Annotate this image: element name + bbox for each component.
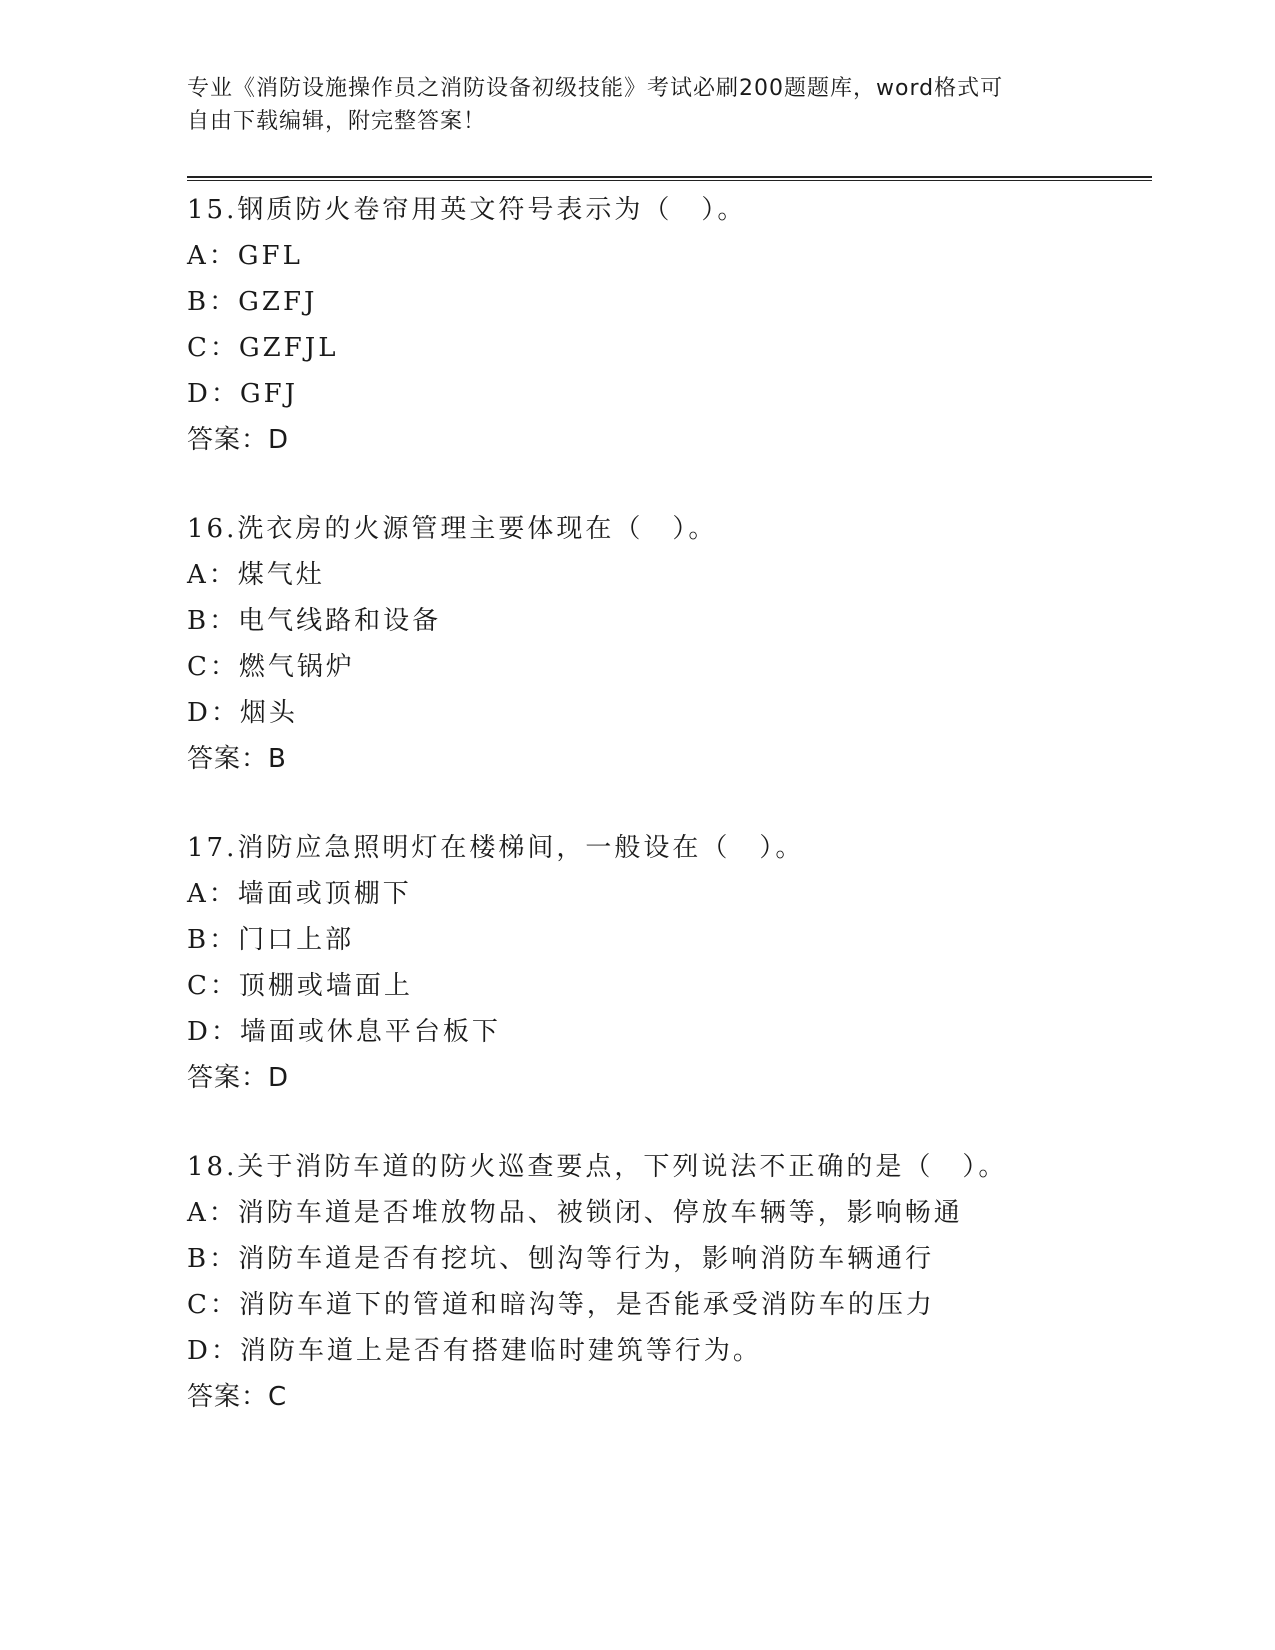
question-stem: 17.消防应急照明灯在楼梯间，一般设在（ ）。: [187, 833, 805, 863]
question-18: [187, 1144, 1147, 1420]
option-d: D：墙面或休息平台板下: [187, 1017, 501, 1047]
option-b: B：GZFJ: [187, 287, 318, 317]
option-b: B：门口上部: [187, 925, 355, 955]
question-16: [187, 506, 1147, 782]
answer-label: 答案：: [187, 425, 269, 455]
header-line-2: 自由下载编辑，附完整答案！: [187, 109, 487, 134]
answer-value: D: [268, 425, 290, 455]
answer-label: 答案：: [187, 1063, 269, 1093]
option-a: A：消防车道是否堆放物品、被锁闭、停放车辆等，影响畅通: [187, 1198, 963, 1228]
question-stem: 15.钢质防火卷帘用英文符号表示为（ ）。: [187, 195, 747, 225]
option-d: D：烟头: [187, 698, 298, 728]
option-a: A：GFL: [187, 241, 303, 271]
option-d: D：GFJ: [187, 379, 299, 409]
answer-line: [187, 1374, 1147, 1420]
document-header: [187, 72, 1087, 138]
option-d: D：消防车道上是否有搭建临时建筑等行为。: [187, 1336, 762, 1366]
header-divider: [187, 176, 1152, 181]
option-c: C：燃气锅炉: [187, 652, 355, 682]
question-stem: 18.关于消防车道的防火巡查要点，下列说法不正确的是（ ）。: [187, 1152, 1008, 1182]
question-stem: 16.洗衣房的火源管理主要体现在（ ）。: [187, 514, 718, 544]
answer-label: 答案：: [187, 1382, 269, 1412]
option-a: A：墙面或顶棚下: [187, 879, 412, 909]
question-17: [187, 825, 1147, 1101]
answer-value: D: [268, 1063, 290, 1093]
option-b: B：消防车道是否有挖坑、刨沟等行为，影响消防车辆通行: [187, 1244, 935, 1274]
option-c: C：顶棚或墙面上: [187, 971, 413, 1001]
answer-value: C: [268, 1382, 288, 1412]
option-c: C：GZFJL: [187, 333, 339, 363]
answer-value: B: [268, 744, 287, 774]
question-15: [187, 187, 1147, 463]
header-line-1: 专业《消防设施操作员之消防设备初级技能》考试必刷200题题库，word格式可: [187, 76, 1004, 101]
option-b: B：电气线路和设备: [187, 606, 442, 636]
answer-label: 答案：: [187, 744, 269, 774]
answer-line: [187, 1055, 1147, 1101]
option-a: A：煤气灶: [187, 560, 325, 590]
answer-line: [187, 417, 1147, 463]
answer-line: [187, 736, 1147, 782]
option-c: C：消防车道下的管道和暗沟等，是否能承受消防车的压力: [187, 1290, 935, 1320]
